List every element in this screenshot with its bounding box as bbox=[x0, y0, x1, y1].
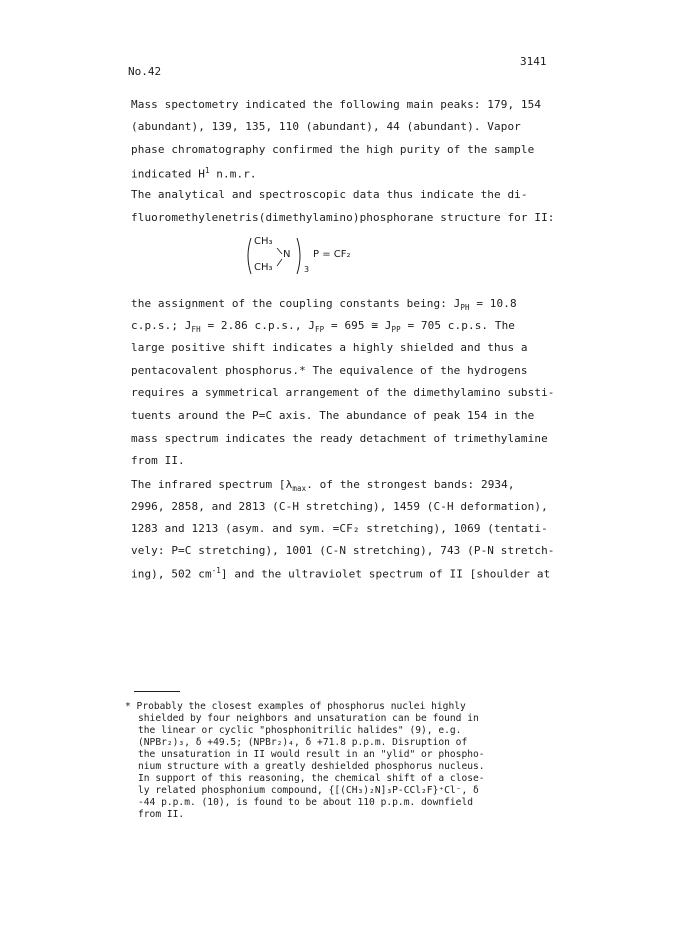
superscript: 1 bbox=[204, 166, 210, 175]
text-run: Mass spectometry indicated the following main peaks: 179, 154 bbox=[131, 98, 542, 111]
body-line bbox=[131, 522, 548, 535]
footnote-line: the unsaturation in II would result in an "ylid" or phospho- bbox=[138, 749, 485, 760]
text-run: n.m.r. bbox=[209, 167, 257, 181]
body-line bbox=[131, 364, 528, 377]
methyl-top: CH₃ bbox=[254, 236, 273, 247]
text-run: tuents around the P=C axis. The abundance of peak 154 in the bbox=[131, 409, 535, 422]
body-line bbox=[131, 544, 555, 557]
subscript: PH bbox=[460, 303, 470, 313]
text-run: c.p.s.; J bbox=[131, 319, 192, 332]
body-line bbox=[131, 454, 185, 467]
body-line bbox=[131, 500, 548, 513]
body-line bbox=[131, 409, 534, 422]
text-run: phase chromatography confirmed the high purity of the sample bbox=[131, 143, 535, 156]
text-run: large positive shift indicates a highly shielded and thus a bbox=[131, 341, 528, 354]
body-line bbox=[131, 188, 528, 201]
text-run: 1283 and 1213 (asym. and sym. =CF₂ stretching), 1069 (tentati- bbox=[131, 522, 548, 535]
footnote-line: In support of this reasoning, the chemical shift of a close- bbox=[138, 773, 485, 784]
footnote-line: * Probably the closest examples of phosphorus nuclei highly bbox=[125, 701, 466, 712]
text-run: indicated H bbox=[131, 167, 205, 181]
footnote-line: the linear or cyclic "phosphonitrilic halides" (9), e.g. bbox=[138, 725, 462, 736]
text-run: = 2.86 c.p.s., J bbox=[200, 319, 316, 332]
text-run: = 705 c.p.s. The bbox=[400, 319, 516, 332]
methyl-bottom: CH₃ bbox=[254, 262, 273, 273]
body-line bbox=[131, 143, 534, 156]
text-run: . of the strongest bands: 2934, bbox=[306, 478, 515, 491]
body-line bbox=[131, 566, 550, 581]
subscript: max bbox=[292, 484, 307, 494]
body-line bbox=[131, 319, 515, 334]
footnote-line: (NPBr₂)₃, δ +49.5; (NPBr₂)₄, δ +71.8 p.p.m. Disruption of bbox=[138, 737, 468, 748]
text-run: = 695 ≅ J bbox=[324, 319, 392, 332]
text-run: The infrared spectrum [λ bbox=[131, 478, 293, 491]
body-line bbox=[131, 297, 517, 312]
text-run: The analytical and spectroscopic data thus indicate the di- bbox=[131, 188, 528, 201]
footnote-line: -44 p.p.m. (10), is found to be about 110 p.p.m. downfield bbox=[138, 797, 474, 808]
text-run: the assignment of the coupling constants being: J bbox=[131, 297, 461, 310]
text-run: from II. bbox=[131, 454, 185, 467]
footnote-line: shielded by four neighbors and unsaturation can be found in bbox=[138, 713, 479, 724]
chemical-structure bbox=[245, 234, 365, 282]
nitrogen: N bbox=[283, 249, 291, 260]
footnote-line: ly related phosphonium compound, {[(CH₃)₂N]₃P-CCl₂F}⁺Cl⁻, δ bbox=[138, 785, 479, 796]
page-section-label: No.42 bbox=[128, 65, 162, 78]
body-line bbox=[131, 211, 555, 224]
subscript: FP bbox=[315, 325, 325, 335]
page-number: 3141 bbox=[520, 55, 547, 68]
text-run: pentacovalent phosphorus.* The equivalence of the hydrogens bbox=[131, 364, 528, 377]
body-line bbox=[131, 166, 257, 181]
text-run: = 10.8 bbox=[469, 297, 517, 310]
footnote-line: from II. bbox=[138, 809, 185, 820]
body-line bbox=[131, 98, 541, 111]
text-run: (abundant), 139, 135, 110 (abundant), 44 (abundant). Vapor bbox=[131, 120, 521, 133]
text-run: fluoromethylenetris(dimethylamino)phosphorane structure for II: bbox=[131, 211, 555, 224]
subscript: PP bbox=[391, 325, 401, 335]
footnote-rule bbox=[134, 691, 180, 692]
text-run: ] and the ultraviolet spectrum of II [shoulder at bbox=[220, 567, 551, 581]
body-line bbox=[131, 478, 515, 493]
text-run: mass spectrum indicates the ready detachment of trimethylamine bbox=[131, 432, 548, 445]
text-run: 2996, 2858, and 2813 (C-H stretching), 1459 (C-H deformation), bbox=[131, 500, 548, 513]
body-line bbox=[131, 341, 528, 354]
text-run: requires a symmetrical arrangement of the dimethylamino substi- bbox=[131, 386, 555, 399]
subscript-3: 3 bbox=[304, 265, 310, 274]
text-run: ing), 502 cm bbox=[131, 567, 212, 581]
superscript: -1 bbox=[211, 566, 221, 575]
body-line bbox=[131, 432, 548, 445]
text-run: vely: P=C stretching), 1001 (C-N stretching), 743 (P-N stretch- bbox=[131, 544, 555, 557]
body-line bbox=[131, 120, 521, 133]
footnote-line: nium structure with a greatly deshielded phosphorus nucleus. bbox=[138, 761, 485, 772]
subscript: FH bbox=[191, 325, 201, 335]
body-line bbox=[131, 386, 555, 399]
phosphorane-group: P = CF₂ bbox=[313, 249, 351, 260]
